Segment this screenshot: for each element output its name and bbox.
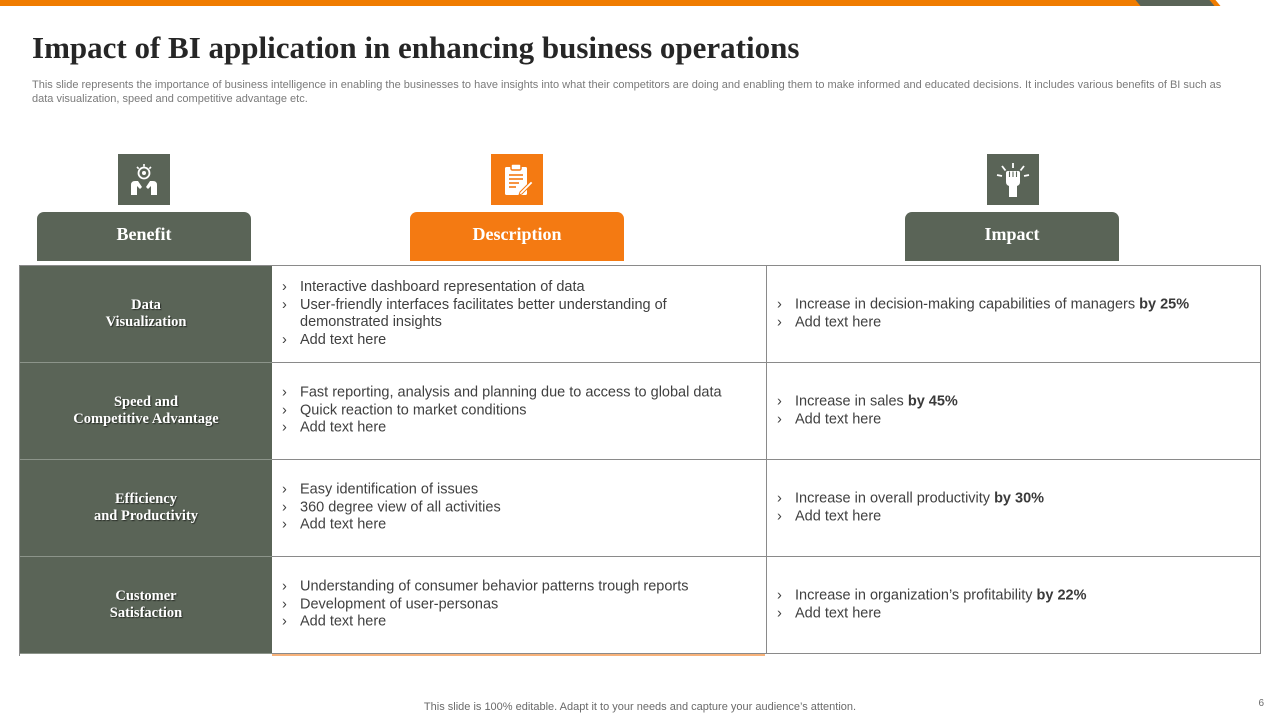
impact-item: › Add text here — [767, 314, 1260, 332]
page-number: 6 — [1258, 698, 1264, 709]
impact-item: › Add text here — [767, 605, 1260, 623]
slide-title: Impact of BI application in enhancing business operations — [32, 30, 800, 65]
description-item: › Add text here — [272, 614, 766, 632]
description-item: › Quick reaction to market conditions — [272, 402, 766, 420]
top-accent-bar — [0, 0, 1280, 6]
impact-value: by 45% — [907, 393, 958, 410]
description-item: › Understanding of consumer behavior patterns trough reports — [272, 579, 766, 597]
impact-value: by 30% — [994, 490, 1045, 507]
description-cell — [272, 363, 767, 460]
description-item: › Add text here — [272, 332, 766, 350]
impact-cell — [767, 557, 1261, 654]
benefit-cell: Customer Satisfaction — [20, 557, 272, 654]
impact-value: by 22% — [1036, 587, 1087, 604]
description-item: › Add text here — [272, 517, 766, 535]
impact-item: › Add text here — [767, 508, 1260, 526]
raised-fist-icon — [987, 154, 1039, 205]
description-item: › Development of user-personas — [272, 596, 766, 614]
impact-cell — [767, 363, 1261, 460]
description-item: › Interactive dashboard representation of data — [272, 279, 766, 297]
teamwork-brain-icon — [118, 154, 170, 205]
table-row — [20, 557, 1261, 654]
description-cell — [272, 460, 767, 557]
benefit-header: Benefit — [37, 212, 251, 261]
slide-subtitle: This slide represents the importance of business intelligence in enabling the businesses to have insights into what their competitors are doing and enabling them to make informed and educated decisions. It includes various benefits of BI such as data visualization, speed and competitive advantage etc. — [32, 79, 1222, 105]
top-bar-decoration-gap — [1215, 0, 1280, 6]
impact-item: › Increase in decision-making capabilities of managers by 25% — [767, 296, 1260, 314]
impact-cell — [767, 460, 1261, 557]
top-bar-decoration — [1135, 0, 1214, 6]
impact-value: by 25% — [1139, 296, 1190, 313]
description-column-accent-line — [272, 654, 765, 656]
impact-item: › Increase in organization’s profitability by 22% — [767, 587, 1260, 605]
benefit-cell: Data Visualization — [20, 266, 272, 363]
description-cell — [272, 266, 767, 363]
table-row — [20, 266, 1261, 363]
description-item: › User-friendly interfaces facilitates better understanding of demonstrated insights — [272, 296, 766, 331]
description-item: › Easy identification of issues — [272, 482, 766, 500]
impact-header: Impact — [905, 212, 1119, 261]
clipboard-edit-icon — [491, 154, 543, 205]
table-row — [20, 460, 1261, 557]
impact-item: › Add text here — [767, 411, 1260, 429]
impact-cell — [767, 266, 1261, 363]
benefit-cell: Speed and Competitive Advantage — [20, 363, 272, 460]
footer-note: This slide is 100% editable. Adapt it to your needs and capture your audience’s attention. — [423, 701, 857, 713]
impact-item: › Increase in sales by 45% — [767, 393, 1260, 411]
description-cell — [272, 557, 767, 654]
description-item: › 360 degree view of all activities — [272, 499, 766, 517]
description-item: › Fast reporting, analysis and planning due to access to global data — [272, 385, 766, 403]
description-header: Description — [410, 212, 624, 261]
benefit-cell: Efficiency and Productivity — [20, 460, 272, 557]
benefits-table — [19, 265, 1261, 656]
impact-item: › Increase in overall productivity by 30% — [767, 490, 1260, 508]
table-row — [20, 363, 1261, 460]
description-item: › Add text here — [272, 420, 766, 438]
